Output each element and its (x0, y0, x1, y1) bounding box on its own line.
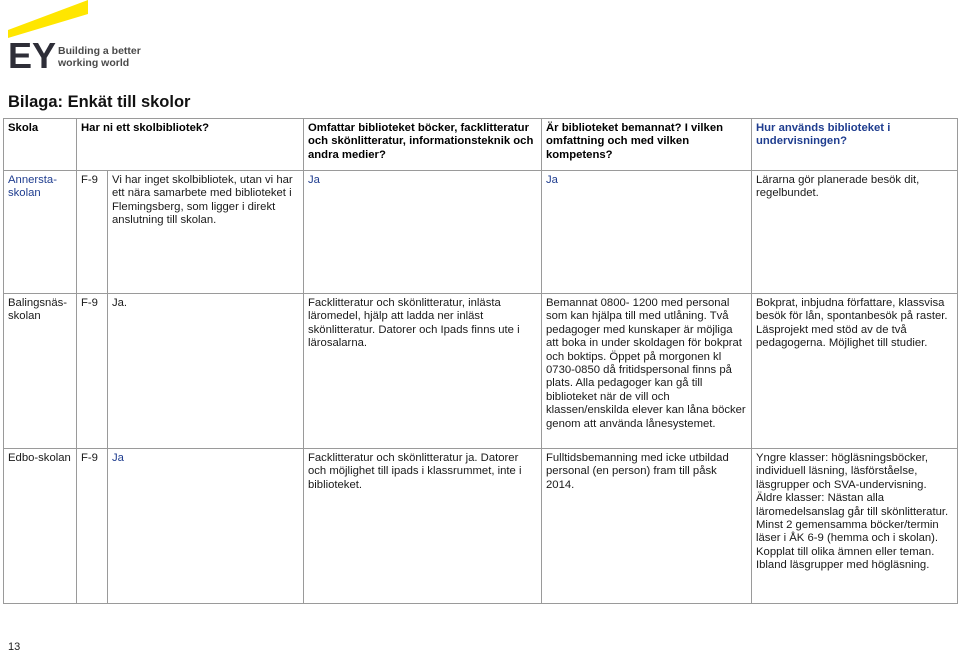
cell-omfattar: Facklitteratur och skönlitteratur, inlästa läromedel, hjälp att ladda ner inläst skönlitteratur. Datorer och Ipads finns ute i lärosalarna. (304, 294, 542, 449)
ey-tagline-line2: working world (58, 57, 130, 69)
cell-hur: Lärarna gör planerade besök dit, regelbundet. (752, 171, 958, 294)
ey-tagline-line1: Building a better (58, 45, 141, 57)
cell-har: Vi har inget skolbibliotek, utan vi har ett nära samarbete med biblioteket i Flemingsberg, som ligger i direkt anslutning till skolan. (108, 171, 304, 294)
page-number: 13 (8, 641, 21, 653)
cell-grade: F-9 (77, 449, 108, 604)
page-title: Bilaga: Enkät till skolor (8, 93, 191, 111)
cell-grade: F-9 (77, 171, 108, 294)
header-bemannat: Är biblioteket bemannat? I vilken omfattning och med vilken kompetens? (542, 119, 752, 171)
cell-har: Ja. (108, 294, 304, 449)
cell-skola: Annersta-skolan (4, 171, 77, 294)
cell-bemannat: Fulltidsbemanning med icke utbildad personal (en person) fram till påsk 2014. (542, 449, 752, 604)
header-hur: Hur används biblioteket i undervisningen? (752, 119, 958, 171)
cell-hur: Bokprat, inbjudna författare, klassvisa besök för lån, spontanbesök på raster. Läsprojekt med stöd av de två pedagogerna. Möjlighet till studier. (752, 294, 958, 449)
ey-logo-letters: EY (8, 35, 57, 72)
cell-bemannat: Ja (542, 171, 752, 294)
survey-table (3, 118, 958, 604)
cell-omfattar: Facklitteratur och skönlitteratur ja. Datorer och möjlighet till ipads i klassrummet, inte i biblioteket. (304, 449, 542, 604)
cell-har: Ja (108, 449, 304, 604)
cell-hur: Yngre klasser: högläsningsböcker, individuell läsning, läsförståelse, läsgrupper och SVA-undervisning. Äldre klasser: Nästan alla läromedelsanslag går till skönlitteratur. Minst 2 gemensamma böcker/termin läser i ÅK 6-9 (hemma och i skolan). Kopplat till olika ämnen eller teman. Ibland läsgrupper med högläsning. (752, 449, 958, 604)
header-omfattar: Omfattar biblioteket böcker, facklitteratur och skönlitteratur, informationsteknik och andra medier? (304, 119, 542, 171)
cell-bemannat: Bemannat 0800- 1200 med personal som kan hjälpa till med utlåning. Två pedagoger med kunskaper är möjliga att boka in under skoldagen för bokprat och boktips. Öppet på morgonen kl 0730-0850 då fritidspersonal finns på plats. Alla pedagoger kan gå till biblioteket när de vill och klassen/enskilda elever kan låna böcker genom att använda lånesystemet. (542, 294, 752, 449)
cell-skola: Balingsnäs-skolan (4, 294, 77, 449)
header-har: Har ni ett skolbibliotek? (77, 119, 304, 171)
table-row (4, 449, 958, 604)
ey-tagline (58, 45, 141, 69)
table-row (4, 294, 958, 449)
cell-omfattar: Ja (304, 171, 542, 294)
table-row (4, 171, 958, 294)
cell-grade: F-9 (77, 294, 108, 449)
cell-skola: Edbo-skolan (4, 449, 77, 604)
header-skola: Skola (4, 119, 77, 171)
table-header-row (4, 119, 958, 171)
